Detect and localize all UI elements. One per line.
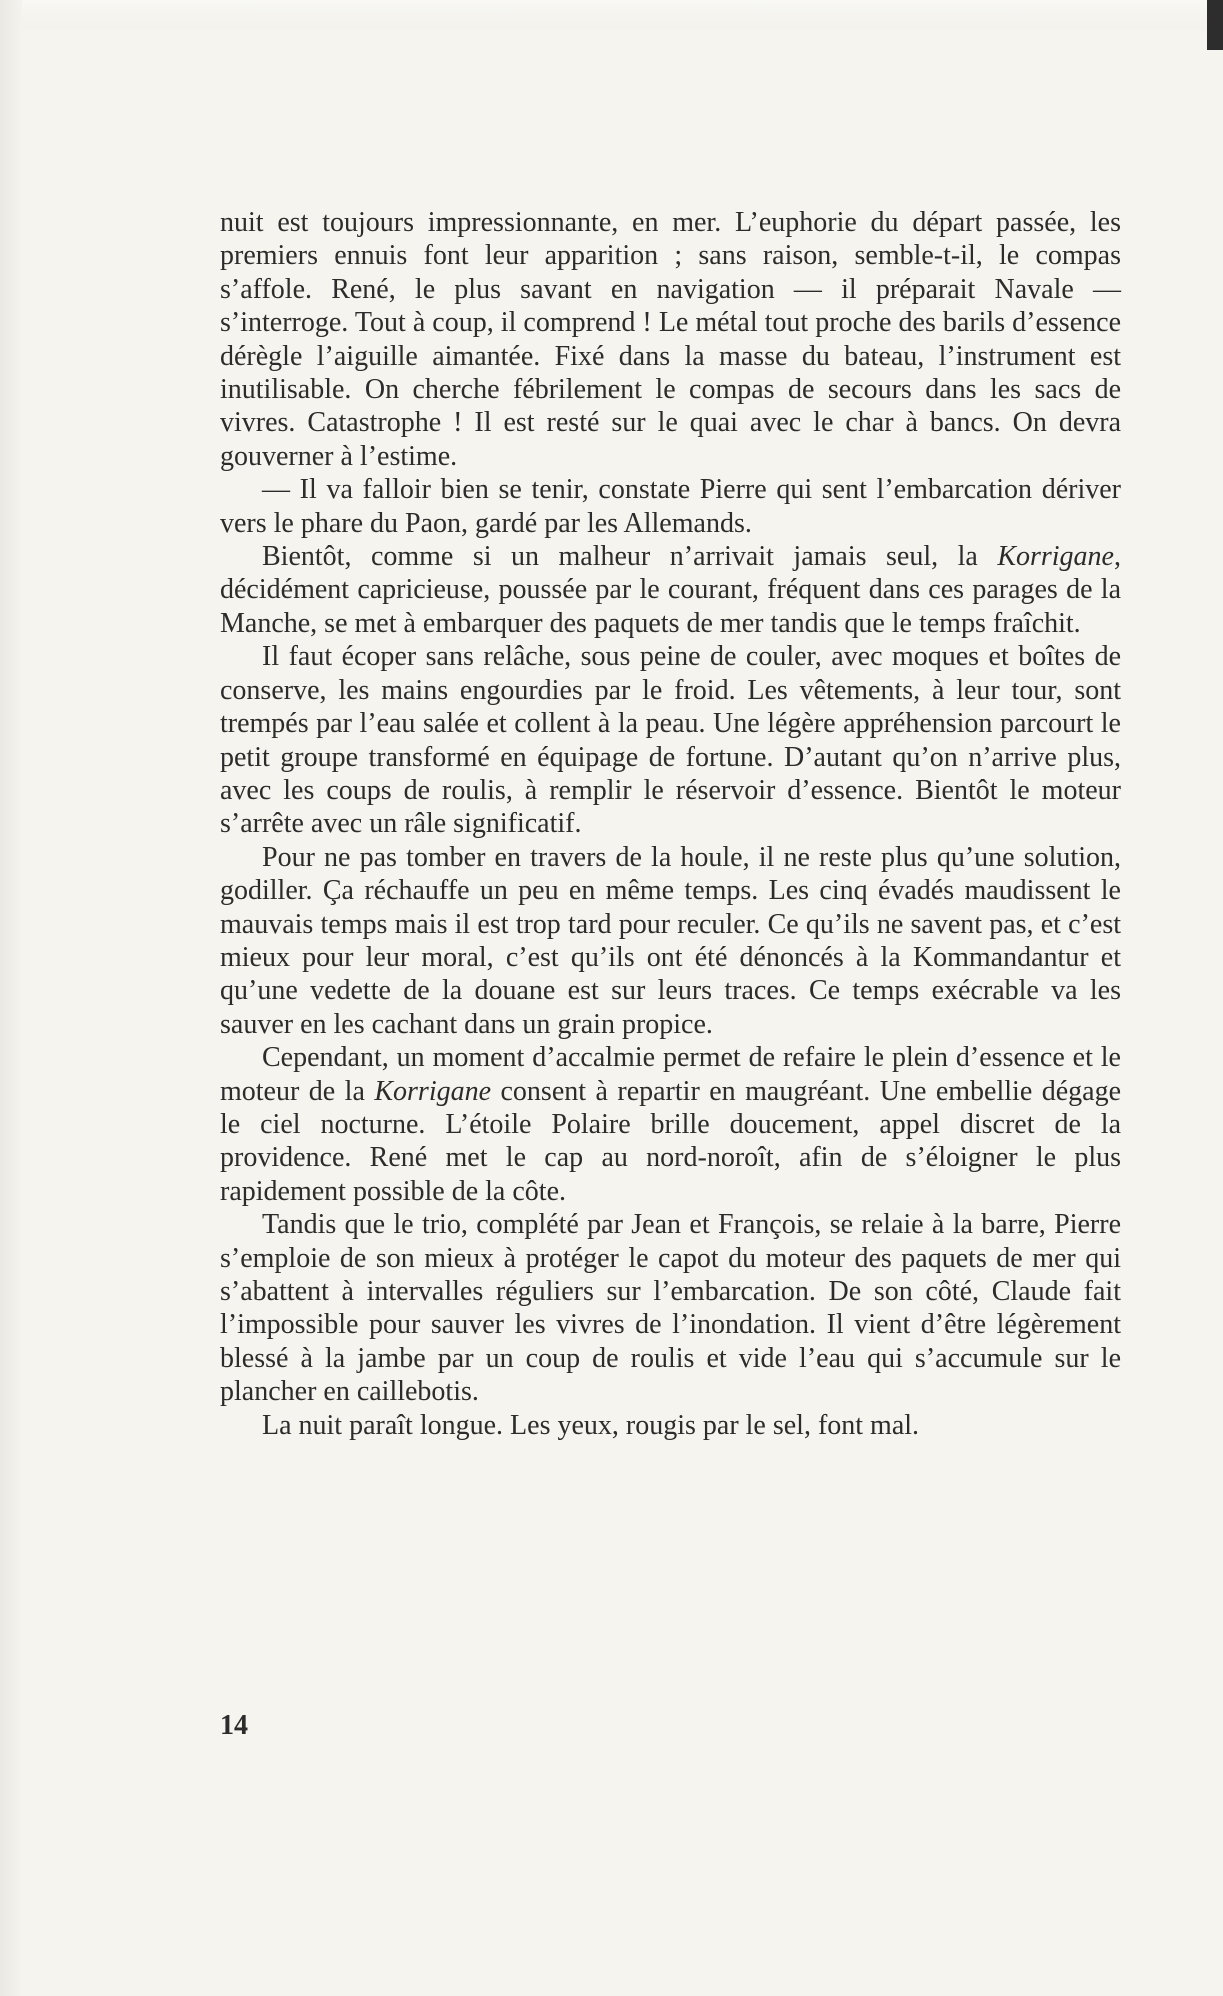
paragraph [220,473,1121,540]
paragraph [220,1409,1121,1442]
text-run: La nuit paraît longue. Les yeux, rougis par le sel, font mal. [262,1409,920,1441]
paragraph [220,206,1121,473]
page-top-edge [0,0,1223,30]
paragraph [220,1041,1121,1208]
page-number: 14 [220,1710,248,1741]
boat-name: Korrigane [997,541,1114,573]
text-run: Il faut écoper sans relâche, sous peine de couler, avec moques et boîtes de conserve, les mains engourdies par le froid. Les vêtements, à leur tour, sont trempés par l’eau salée et collent à la peau. Une légère appréhension parcourt le petit groupe transformé en équipage de fortune. D’autant qu’on n’arrive plus, avec les coups de roulis, à remplir le réservoir d’essence. Bientôt le moteur s’arrête avec un râle significatif. [220,641,1121,840]
page-left-edge [0,0,22,1996]
boat-name: Korrigane [374,1075,492,1107]
text-run: Cependant, un moment d’accalmie permet de refaire le plein d’essence et le moteur de la [220,1042,1121,1107]
text-run: Pour ne pas tomber en travers de la houle, il ne reste plus qu’une solution, godiller. Ça réchauffe un peu en même temps. Les cinq évadés maudissent le mauvais temps mais il est trop tard pour reculer. Ce qu’ils ne savent pas, et c’est mieux pour leur moral, c’est qu’ils ont été dénoncés à la Kommandantur et qu’une vedette de la douane est sur leurs traces. Ce temps exécrable va les sauver en les cachant dans un grain propice. [220,841,1121,1040]
text-run: — Il va falloir bien se tenir, constate Pierre qui sent l’embarcation dériver vers le phare du Paon, gardé par les Allemands. [220,474,1121,539]
paragraph [220,1208,1121,1408]
text-run: nuit est toujours impressionnante, en mer. L’euphorie du départ passée, les premiers ennuis font leur apparition ; sans raison, semble-t-il, le compas s’affole. René, le plus savant en navigation — il préparait Navale — s’interroge. Tout à coup, il comprend ! Le métal tout proche des barils d’essence dérègle l’aiguille aimantée. Fixé dans la masse du bateau, l’instrument est inutilisable. On cherche fébrilement le compas de secours dans les sacs de vivres. Catastrophe ! Il est resté sur le quai avec le char à bancs. On devra gouverner à l’estime. [220,207,1121,472]
text-run: Tandis que le trio, complété par Jean et François, se relaie à la barre, Pierre s’emploie de son mieux à protéger le capot du moteur des paquets de mer qui s’abattent à intervalles réguliers sur l’embarcation. De son côté, Claude fait l’impossible pour sauver les vivres de l’inondation. Il vient d’être légèrement blessé à la jambe par un coup de roulis et vide l’eau qui s’accumule sur le plancher en caillebotis. [220,1209,1121,1408]
text-run: Bientôt, comme si un malheur n’arrivait jamais seul, la [262,541,998,573]
paragraph [220,841,1121,1041]
paragraph [220,540,1121,640]
text-run: consent à repartir en maugréant. Une embellie dégage le ciel nocturne. L’étoile Polaire brille doucement, appel discret de la providence. René met le cap au nord-noroît, afin de s’éloigner le plus rapidement possible de la côte. [220,1075,1121,1207]
book-spine [1207,0,1223,50]
paragraph [220,640,1121,840]
page-body [220,206,1121,1442]
text-run: , décidément capricieuse, poussée par le courant, fréquent dans ces parages de la Manche, se met à embarquer des paquets de mer tandis que le temps fraîchit. [220,541,1121,639]
